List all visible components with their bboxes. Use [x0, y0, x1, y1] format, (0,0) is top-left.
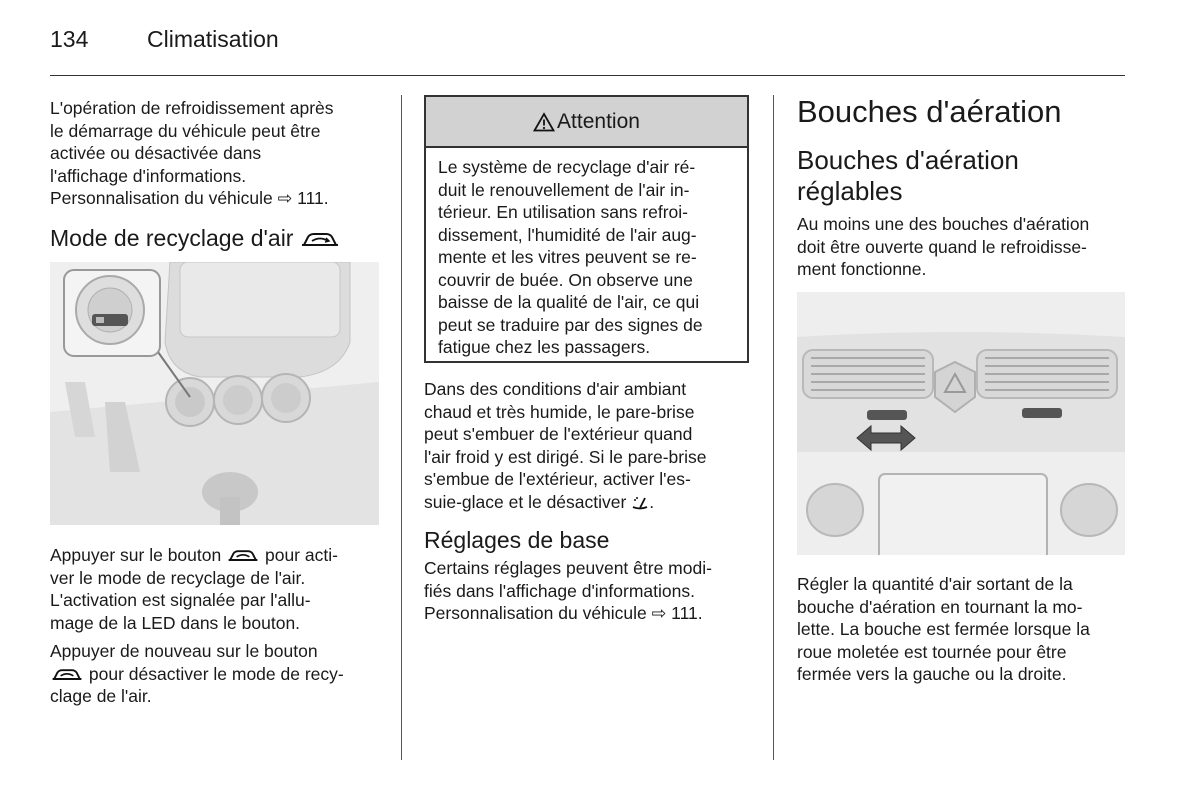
col3-intro: Au moins une des bouches d'aération doit être ouverte quand le refroidisse- ment fonctionne.	[797, 214, 1090, 279]
col2-base-settings-text: Certains réglages peuvent être modi- fiés dans l'affichage d'informations. Personnalisation du véhicule ⇨ 111.	[424, 558, 712, 623]
page-number: 134	[50, 26, 89, 52]
header-rule	[50, 75, 1125, 76]
warning-box	[424, 95, 749, 363]
recirculation-button-illustration	[50, 262, 379, 525]
heading-base-settings: Réglages de base	[424, 527, 610, 553]
recirculation-icon	[226, 548, 260, 564]
recirculation-icon	[50, 667, 84, 683]
col2-humid-paragraph: Dans des conditions d'air ambiant chaud et très humide, le pare-brise peut s'embuer de l'extérieur quand l'air froid y est dirigé. Si le pare-brise s'embue de l'extérieur, activer l'es- suie-glace et le désactiver .	[424, 379, 707, 512]
warning-text: Le système de recyclage d'air ré- duit le renouvellement de l'air in- térieur. En utilisation sans refroi- dissement, l'humidité de l'air aug- mente et les vitres peuvent se re- couvrir de buée. On observe une baisse de la qualité de l'air, ce qui peut se traduire par des signes de fatigue chez les passagers.	[438, 157, 703, 357]
section-title-air-vents: Bouches d'aération	[797, 94, 1062, 129]
subsection-title-adjustable-vents: Bouches d'aération réglables	[797, 145, 1019, 206]
column-divider-1	[401, 95, 402, 760]
warning-triangle-icon	[533, 112, 555, 132]
wiper-icon	[631, 495, 649, 511]
air-vents-illustration	[797, 292, 1125, 555]
col1-press-on: Appuyer sur le bouton pour acti- ver le mode de recyclage de l'air. L'activation est signalée par l'allu- mage de la LED dans le bouton.	[50, 545, 338, 633]
page-title: Climatisation	[147, 26, 279, 52]
column-divider-2	[773, 95, 774, 760]
col1-intro: L'opération de refroidissement après le démarrage du véhicule peut être activée ou désactivée dans l'affichage d'informations. Personnalisation du véhicule ⇨ 111.	[50, 98, 334, 208]
recirculation-icon	[300, 230, 340, 250]
warning-header: Attention	[426, 97, 747, 148]
col1-press-off: Appuyer de nouveau sur le bouton pour désactiver le mode de recy- clage de l'air.	[50, 641, 344, 706]
col3-vent-paragraph: Régler la quantité d'air sortant de la bouche d'aération en tournant la mo- lette. La bouche est fermée lorsque la roue moletée est tournée pour être fermée vers la gauche ou la droite.	[797, 574, 1090, 684]
heading-recirculation: Mode de recyclage d'air	[50, 225, 340, 252]
